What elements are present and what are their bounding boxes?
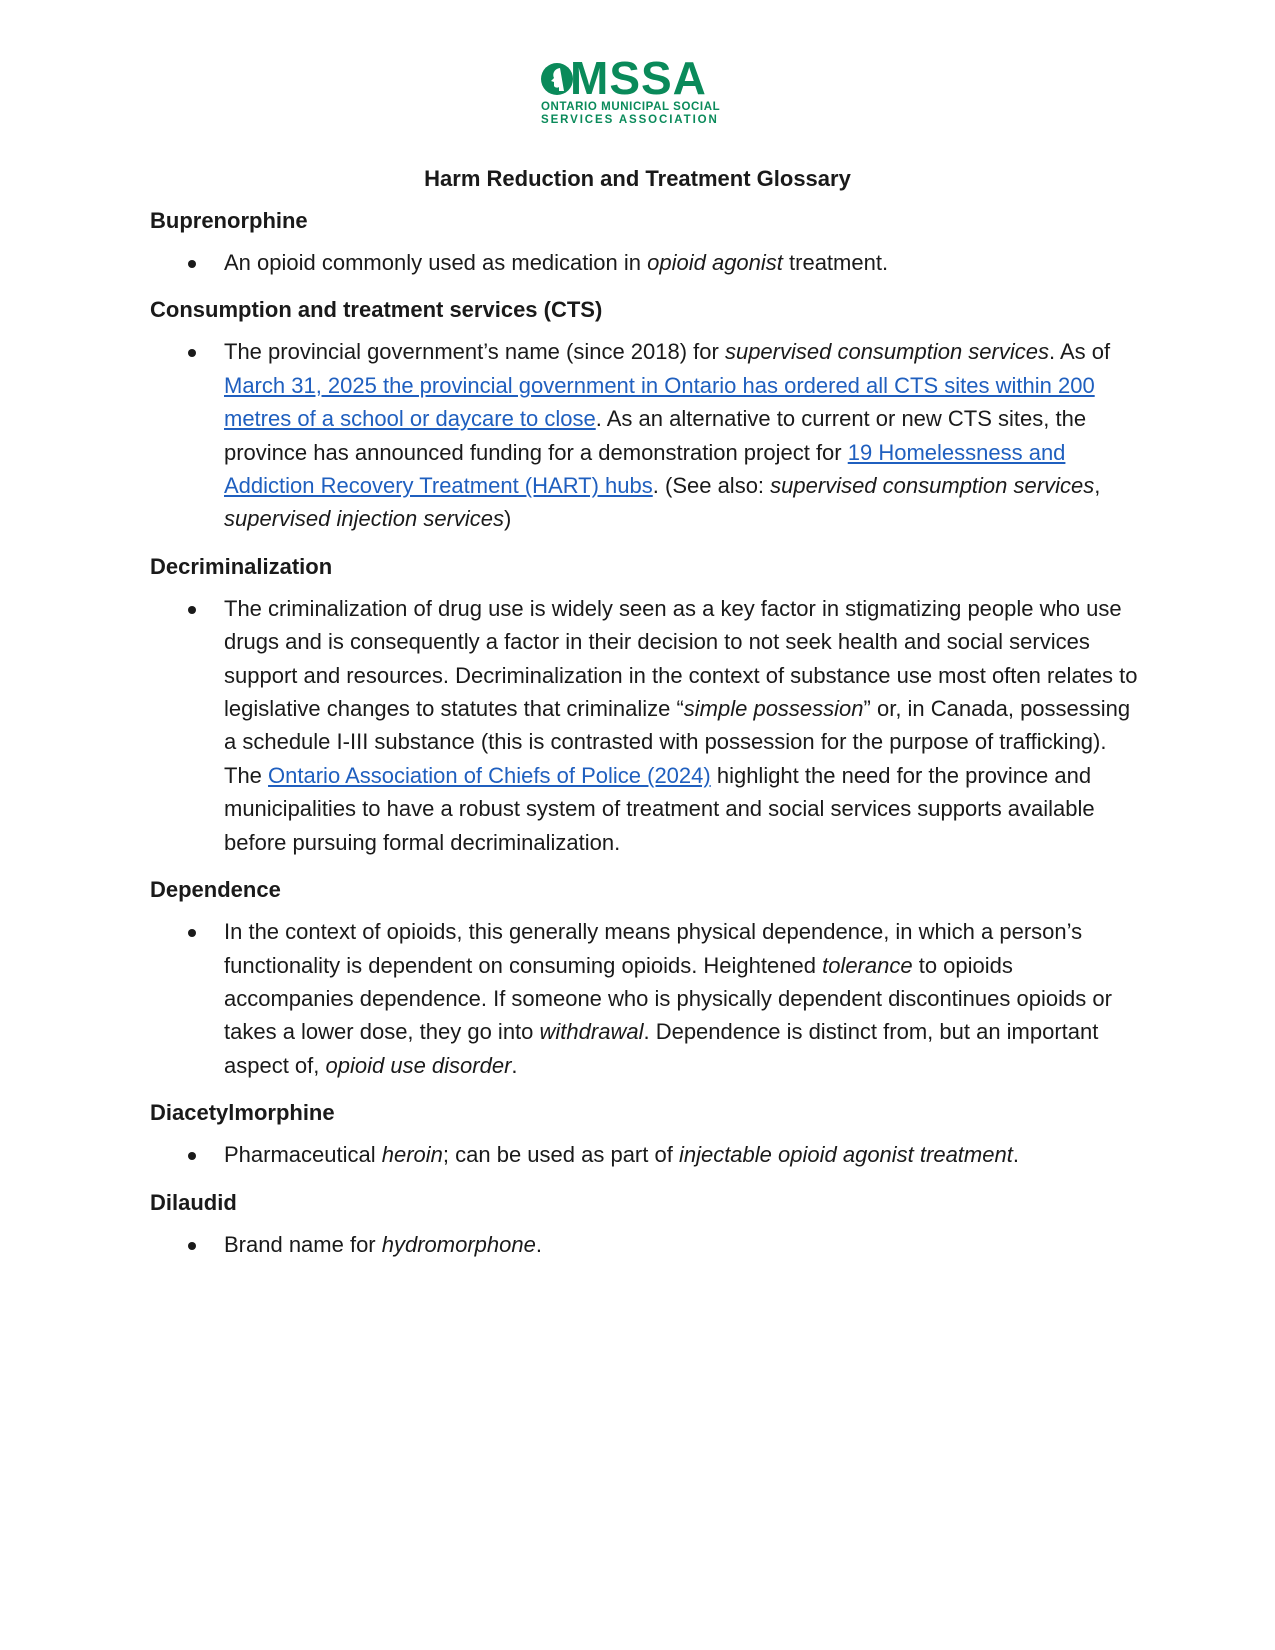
definition-text: Brand name for [224, 1231, 382, 1257]
cts-closure-order-link[interactable]: March 31, 2025 the provincial government in Ontario has ordered all CTS sites within 200 metres of a school or daycare to close [224, 372, 1095, 432]
bullet-icon [188, 929, 196, 937]
definition-list [150, 592, 1140, 859]
logo-wordmark: MSSA [570, 52, 707, 104]
definition-item [150, 246, 1140, 279]
definition-text: . [511, 1052, 518, 1078]
definition-text: In the context of opioids, this generally means physical dependence, in which a person’s functionality is dependent on consuming opioids. Heightened [224, 919, 1083, 978]
definition-italic: withdrawal [539, 1019, 644, 1045]
term-dependence: Dependence [150, 877, 281, 903]
definition-italic: opioid use disorder [325, 1052, 512, 1078]
term-decriminalization: Decriminalization [150, 553, 333, 579]
definition-italic: injectable opioid agonist treatment [678, 1142, 1013, 1168]
oacp-2024-link[interactable]: Ontario Association of Chiefs of Police (2024) [268, 762, 711, 788]
definition-text: Pharmaceutical [224, 1142, 382, 1168]
definition-italic: supervised injection services [224, 506, 505, 532]
document-title: Harm Reduction and Treatment Glossary [424, 166, 851, 191]
term-dilaudid: Dilaudid [150, 1189, 237, 1215]
definition-text: treatment. [782, 250, 889, 275]
definition-text: . (See also: [652, 473, 771, 499]
definition-text: The criminalization of drug use is widely seen as a key factor in stigmatizing people who use drugs and is consequently a factor in their decision to not seek health and social services support and resources. Decriminalization in the context of substance use most often relates to legislative changes to statutes that criminalize “ [224, 595, 1138, 722]
term-consumption-and-treatment-services: Consumption and treatment services (CTS) [150, 297, 603, 323]
omssa-logo [540, 52, 740, 126]
definition-italic: supervised consumption services [770, 473, 1095, 499]
definition-text: . [1012, 1142, 1019, 1168]
definition-italic: opioid agonist [647, 250, 783, 275]
logo-subtitle-line1: ONTARIO MUNICIPAL SOCIAL [541, 101, 721, 113]
definition-italic: supervised consumption services [724, 339, 1049, 365]
definition-list [150, 335, 1140, 535]
head-profile-icon [540, 60, 574, 98]
definition-italic: simple possession [683, 696, 864, 722]
term-buprenorphine: Buprenorphine [150, 208, 308, 233]
definition-italic: hydromorphone [381, 1231, 536, 1257]
definition-item [150, 335, 1140, 535]
definition-item [150, 1228, 1140, 1261]
definition-item [150, 1138, 1140, 1171]
bullet-icon [188, 1242, 196, 1250]
definition-text: . As of [1049, 339, 1111, 365]
definition-list [150, 1228, 1140, 1261]
definition-text: ) [504, 506, 512, 532]
definition-italic: heroin [381, 1142, 443, 1168]
definition-list [150, 1138, 1140, 1171]
bullet-icon [188, 606, 196, 614]
definition-italic: tolerance [822, 952, 913, 978]
definition-item [150, 592, 1140, 859]
term-diacetylmorphine: Diacetylmorphine [150, 1100, 335, 1126]
hart-hubs-link[interactable]: 19 Homelessness and Addiction Recovery Treatment (HART) hubs [224, 439, 1066, 499]
definition-text: , [1094, 473, 1101, 499]
glossary-body [150, 206, 1140, 1277]
definition-text: highlight the need for the province and municipalities to have a robust system of treatment and social services supports available before pursuing formal decriminalization. [224, 762, 1095, 855]
definition-text: . [535, 1231, 542, 1257]
bullet-icon [188, 260, 196, 268]
bullet-icon [188, 349, 196, 357]
definition-item [150, 915, 1140, 1082]
bullet-icon [188, 1152, 196, 1160]
definition-list [150, 246, 1140, 279]
definition-text: . Dependence is distinct from, but an important aspect of, [224, 1019, 1099, 1078]
logo-subtitle-line2: SERVICES ASSOCIATION [541, 114, 719, 126]
definition-text: . As an alternative to current or new CTS sites, the province has announced funding for a demonstration project for [224, 406, 1087, 465]
definition-text: An opioid commonly used as medication in [224, 250, 648, 275]
definition-text: ” or, in Canada, possessing a schedule I-III substance (this is contrasted with possession for the purpose of trafficking). The [224, 696, 1131, 788]
definition-text: The provincial government’s name (since 2018) for [224, 339, 725, 365]
definition-list [150, 915, 1140, 1082]
definition-text: to opioids accompanies dependence. If someone who is physically dependent discontinues opioids or takes a lower dose, they go into [224, 952, 1112, 1045]
definition-text: ; can be used as part of [442, 1142, 679, 1168]
